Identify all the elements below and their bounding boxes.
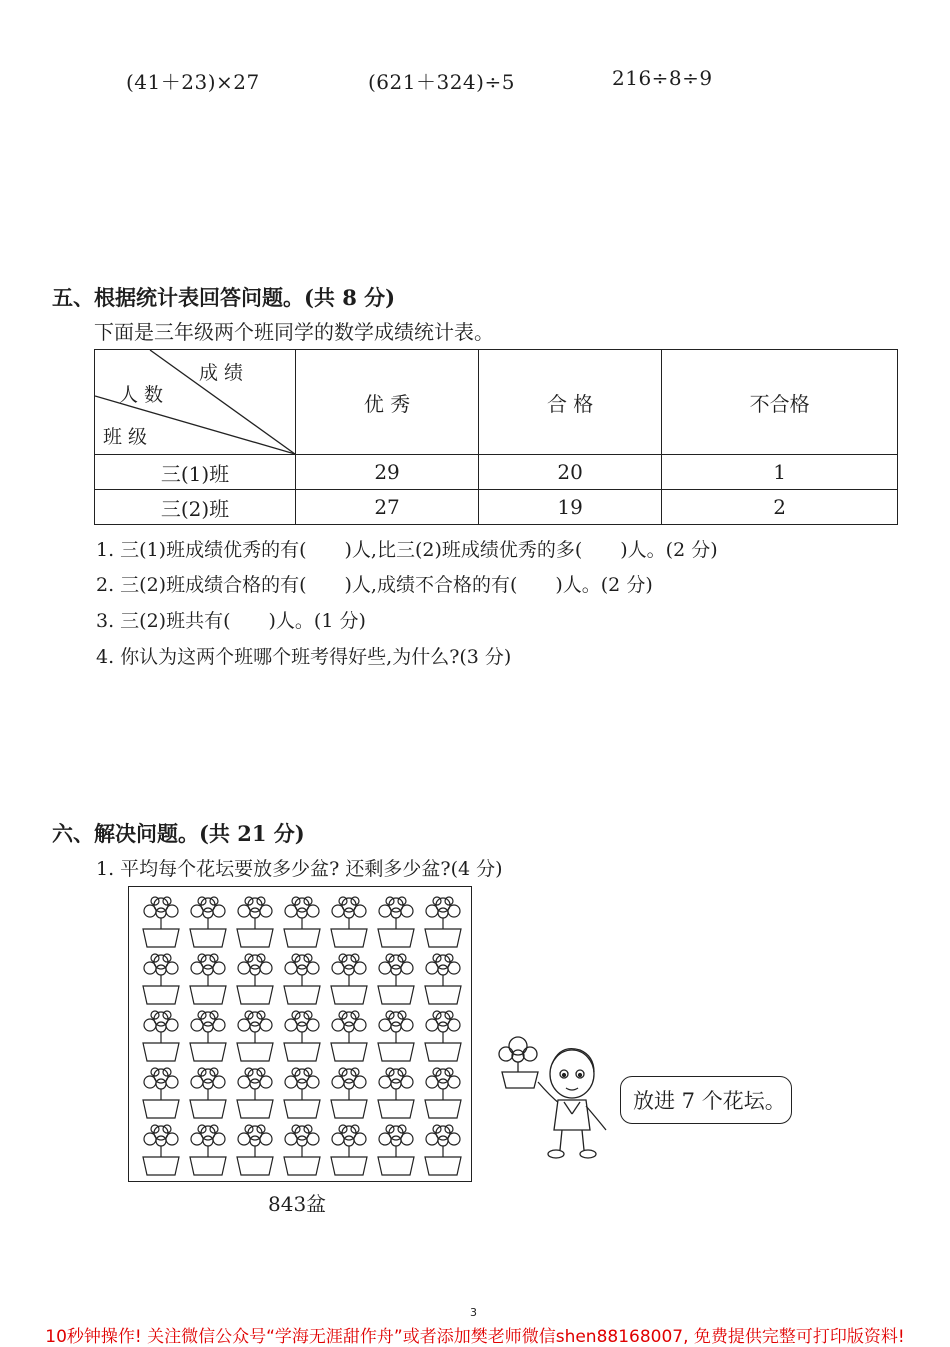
flower-pot-icon [374,1123,418,1177]
cell-value: 27 [296,490,479,525]
column-header-fail: 不合格 [662,350,898,455]
corner-label-grade: 成 绩 [199,362,244,384]
row-label: 三(2)班 [95,490,296,525]
flower-pot-icon [186,1066,230,1120]
cell-value: 20 [479,455,662,490]
flower-pot-icon [374,952,418,1006]
flower-pot-icon [280,952,324,1006]
flower-pot-icon [327,895,371,949]
flower-pot-icon [280,895,324,949]
flower-pot-icon [280,1123,324,1177]
cell-value: 1 [662,455,898,490]
question-2: 2. 三(2)班成绩合格的有( )人,成绩不合格的有( )人。(2 分) [96,574,653,596]
flower-pot-icon [139,952,183,1006]
flower-pot-icon [186,895,230,949]
flower-pot-icon [139,1009,183,1063]
flower-pot-icon [186,952,230,1006]
flower-pot-icon [233,952,277,1006]
flower-pot-icon [421,1009,465,1063]
flower-pot-icon [280,1009,324,1063]
stats-table [94,349,898,525]
table-row [95,490,898,525]
cell-value: 19 [479,490,662,525]
section6-title: 六、解决问题。(共 21 分) [52,821,305,846]
flower-pot-icon [233,1009,277,1063]
expression-1: (41＋23)×27 [126,70,260,94]
flower-pot-icon [139,1066,183,1120]
flower-pot-icon [280,1066,324,1120]
flower-pot-icon [421,1123,465,1177]
question-4: 4. 你认为这两个班哪个班考得好些,为什么?(3 分) [96,646,512,668]
cell-value: 29 [296,455,479,490]
flower-pot-icon [327,1123,371,1177]
corner-label-count: 人 数 [119,384,164,406]
speech-bubble [620,1076,792,1124]
flower-pot-icon [139,1123,183,1177]
table-corner-cell [95,350,296,455]
flower-pot-icon [233,895,277,949]
footer-promo: 10秒钟操作! 关注微信公众号“学海无涯甜作舟”或者添加樊老师微信shen88168007, 免费提供完整可打印版资料! [45,1327,905,1347]
section5-title: 五、根据统计表回答问题。(共 8 分) [52,285,396,310]
column-header-excellent: 优 秀 [296,350,479,455]
corner-label-class: 班 级 [103,426,148,448]
page-number: 3 [470,1306,477,1319]
flower-pot-icon [374,1009,418,1063]
flower-pot-icon [421,895,465,949]
section6-question-1: 1. 平均每个花坛要放多少盆? 还剩多少盆?(4 分) [96,858,503,880]
expression-2: (621＋324)÷5 [368,70,515,94]
flower-pot-icon [374,1066,418,1120]
pots-caption: 843盆 [268,1192,327,1216]
child-with-flower-illustration [494,1034,620,1164]
cell-value: 2 [662,490,898,525]
flower-pot-icon [233,1123,277,1177]
question-1: 1. 三(1)班成绩优秀的有( )人,比三(2)班成绩优秀的多( )人。(2 分) [96,539,718,561]
flower-pot-icon [233,1066,277,1120]
flower-pot-icon [186,1123,230,1177]
flower-pot-icon [421,1066,465,1120]
column-header-pass: 合 格 [479,350,662,455]
flower-pot-icon [421,952,465,1006]
section5-intro: 下面是三年级两个班同学的数学成绩统计表。 [94,320,494,344]
flower-pot-icon [186,1009,230,1063]
flower-pot-icon [139,895,183,949]
speech-text: 放进 7 个花坛。 [633,1089,786,1113]
flower-pot-icon [327,1009,371,1063]
table-row [95,455,898,490]
row-label: 三(1)班 [95,455,296,490]
flower-pot-icon [374,895,418,949]
flower-pot-icon [327,952,371,1006]
question-3: 3. 三(2)班共有( )人。(1 分) [96,610,366,632]
expression-3: 216÷8÷9 [612,66,713,90]
flower-pots-box [128,886,472,1182]
flower-pot-icon [327,1066,371,1120]
